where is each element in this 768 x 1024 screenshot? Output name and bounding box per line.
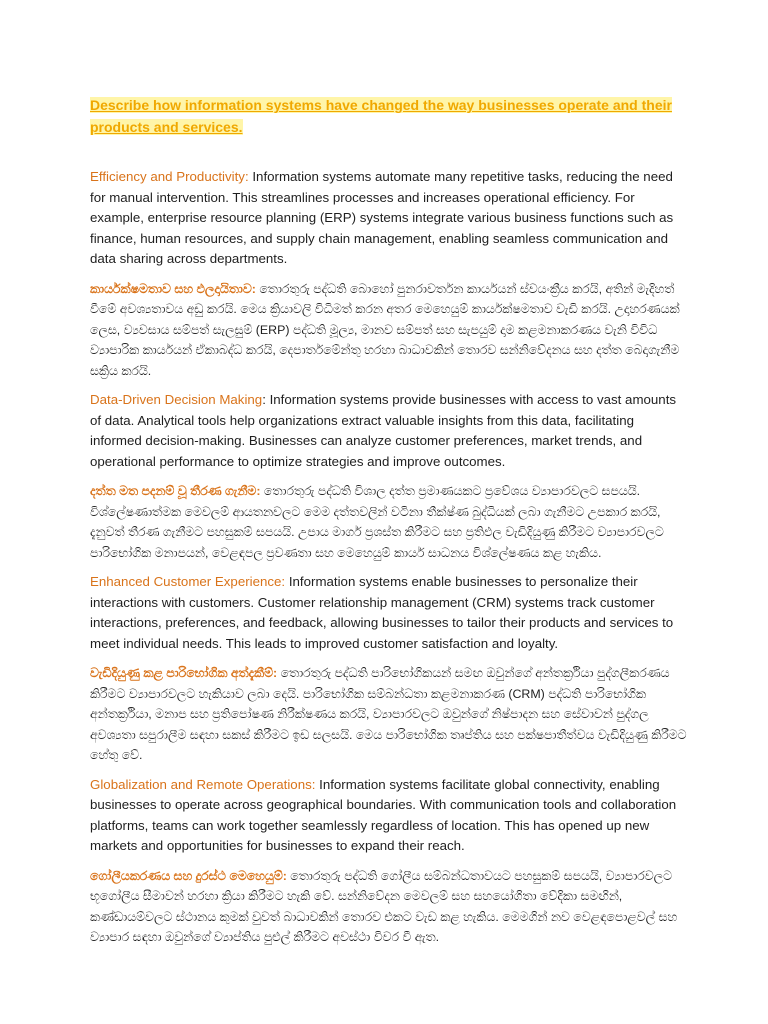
section-title-data-driven-si: දත්ත මත පදනම් වූ තීරණ ගැනීම: <box>90 484 261 498</box>
section-title-customer-si: වැඩිදියුණු කළ පාරිභෝගික අත්දැකීම්: <box>90 666 278 680</box>
section-title-customer: Enhanced Customer Experience: <box>90 574 286 589</box>
paragraph-globalization-si <box>90 866 688 948</box>
section-body-globalization: Information systems facilitate global connectivity, enabling businesses to operate across geographical boundaries. With communication tools and collaboration platforms, teams can work together seamlessly regardless of location. This has opened up new markets and opportunities for businesses to expand their reach. <box>90 776 677 853</box>
section-title-data-driven: Data-Driven Decision Making <box>90 392 263 407</box>
question-heading <box>90 94 688 138</box>
section-title-efficiency: Efficiency and Productivity: <box>90 169 249 184</box>
paragraph-efficiency-si <box>90 279 688 382</box>
paragraph-customer-si <box>90 663 688 766</box>
section-title-globalization-si: ගෝලීයකරණය සහ දුරස්ථ මෙහෙයුම්: <box>90 868 287 883</box>
paragraph-data-driven-si <box>90 481 688 563</box>
section-body-data-driven: : Information systems provide businesses with access to vast amounts of data. Analytical tools help organizations extract valuable insights from this data, facilitating informed decision-making. Businesses can analyze customer preferences, market trends, and operational performance to optimize strategies and improve outcomes. <box>90 392 677 469</box>
section-body-customer: Information systems enable businesses to personalize their interactions with customers. Customer relationship management (CRM) systems track customer interactions, preferences, and feedback, allowing businesses to tailor their products and services to meet individual needs. This leads to improved customer satisfaction and loyalty. <box>90 574 674 651</box>
question-heading-text: Describe how information systems have changed the way businesses operate and their products and services. <box>90 97 672 135</box>
paragraph-globalization-en <box>90 775 688 857</box>
paragraph-efficiency-en <box>90 167 688 270</box>
section-body-globalization-si: තොරතුරු පද්ධති ගෝලීය සම්බන්ධතාවයට පහසුකම් සපයයි, ව්‍යාපාරවලට භූගෝලීය සීමාවන් හරහා ක්‍රියා කිරීමට හැකි වේ. සන්නිවේදන මෙවලම් සහ සහයෝගිතා වේදිකා සමඟින්, කණ්ඩායම්වලට ස්ථානය කුමක් වුවත් බාධාවකින් තොරව එකට වැඩ කළ හැකිය. මෙමගින් නව වෙළඳපොළවල් සහ ව්‍යාපාර සඳහා ඔවුන්ගේ ව්‍යාප්තිය පුළුල් කිරීමට අවස්ථා විවර වී ඇත. <box>90 868 678 944</box>
section-body-efficiency: Information systems automate many repetitive tasks, reducing the need for manual intervention. This streamlines processes and increases operational efficiency. For example, enterprise resource planning (ERP) systems integrate various business functions such as finance, human resources, and supply chain management, enabling seamless communication and data sharing across departments. <box>90 169 674 266</box>
paragraph-customer-en <box>90 572 688 654</box>
section-body-efficiency-si: තොරතුරු පද්ධති බොහෝ පුනරාවර්තන කාර්යයන් ස්වයංක්‍රීය කරයි, අතින් මැදිහත් වීමේ අවශ්‍යතාවය අඩු කරයි. මෙය ක්‍රියාවලි විධිමත් කරන අතර මෙහෙයුම් කාර්යක්ෂමතාව වැඩි කරයි. උදාහරණයක් ලෙස, ව්‍යවසාය සම්පත් සැලසුම් (ERP) පද්ධති මූල්‍ය, මානව සම්පත් සහ සැපයුම් දාම කළමනාකරණය වැනි විවිධ ව්‍යාපාරික කාර්යයන් ඒකාබද්ධ කරයි, දෙපාර්තමේන්තු හරහා බාධාවකින් තොරව සන්නිවේදනය සහ දත්ත බෙදාගැනීම සක්‍රිය කරයි. <box>90 281 680 378</box>
paragraph-data-driven-en <box>90 390 688 472</box>
section-body-customer-si: තොරතුරු පද්ධති පාරිභෝගිකයන් සමඟ ඔවුන්ගේ අන්තර්ක්‍රියා පුද්ගලීකරණය කිරීමට ව්‍යාපාරවලට හැකියාව ලබා දෙයි. පාරිභෝගික සම්බන්ධතා කළමනාකරණ (CRM) පද්ධති පාරිභෝගික අන්තර්ක්‍රියා, මනාප සහ ප්‍රතිපෝෂණ නිරීක්ෂණය කරයි, ව්‍යාපාරවලට ඔවුන්ගේ නිෂ්පාදන සහ සේවාවන් පුද්ගල අවශ්‍යතා සපුරාලීම සඳහා සකස් කිරීමට ඉඩ සලසයි. මෙය පාරිභෝගික තෘප්තිය සහ පක්ෂපාතීත්වය වැඩිදියුණු කිරීමට හේතු වේ. <box>90 666 687 762</box>
section-body-data-driven-si: තොරතුරු පද්ධති විශාල දත්ත ප්‍රමාණයකට ප්‍රවේශය ව්‍යාපාරවලට සපයයි. විශ්ලේෂණාත්මක මෙවලම් ආයතනවලට මෙම දත්තවලින් වටිනා තීක්ෂ්ණ බුද්ධියක් ලබා ගැනීමට උපකාර කරයි, දැනුවත් තීරණ ගැනීමට පහසුකම් සපයයි. උපාය මාර්ග ප්‍රශස්ත කිරීමට සහ ප්‍රතිඵල වැඩිදියුණු කිරීමට ව්‍යාපාරවලට පාරිභෝගික මනාපයන්, වෙළඳපල ප්‍රවණතා සහ මෙහෙයුම් කාර්ය සාධනය විශ්ලේෂණය කළ හැකිය. <box>90 484 664 560</box>
section-title-efficiency-si: කාර්යක්ෂමතාව සහ ඵලදායිතාව: <box>90 281 256 296</box>
section-title-globalization: Globalization and Remote Operations: <box>90 776 316 792</box>
